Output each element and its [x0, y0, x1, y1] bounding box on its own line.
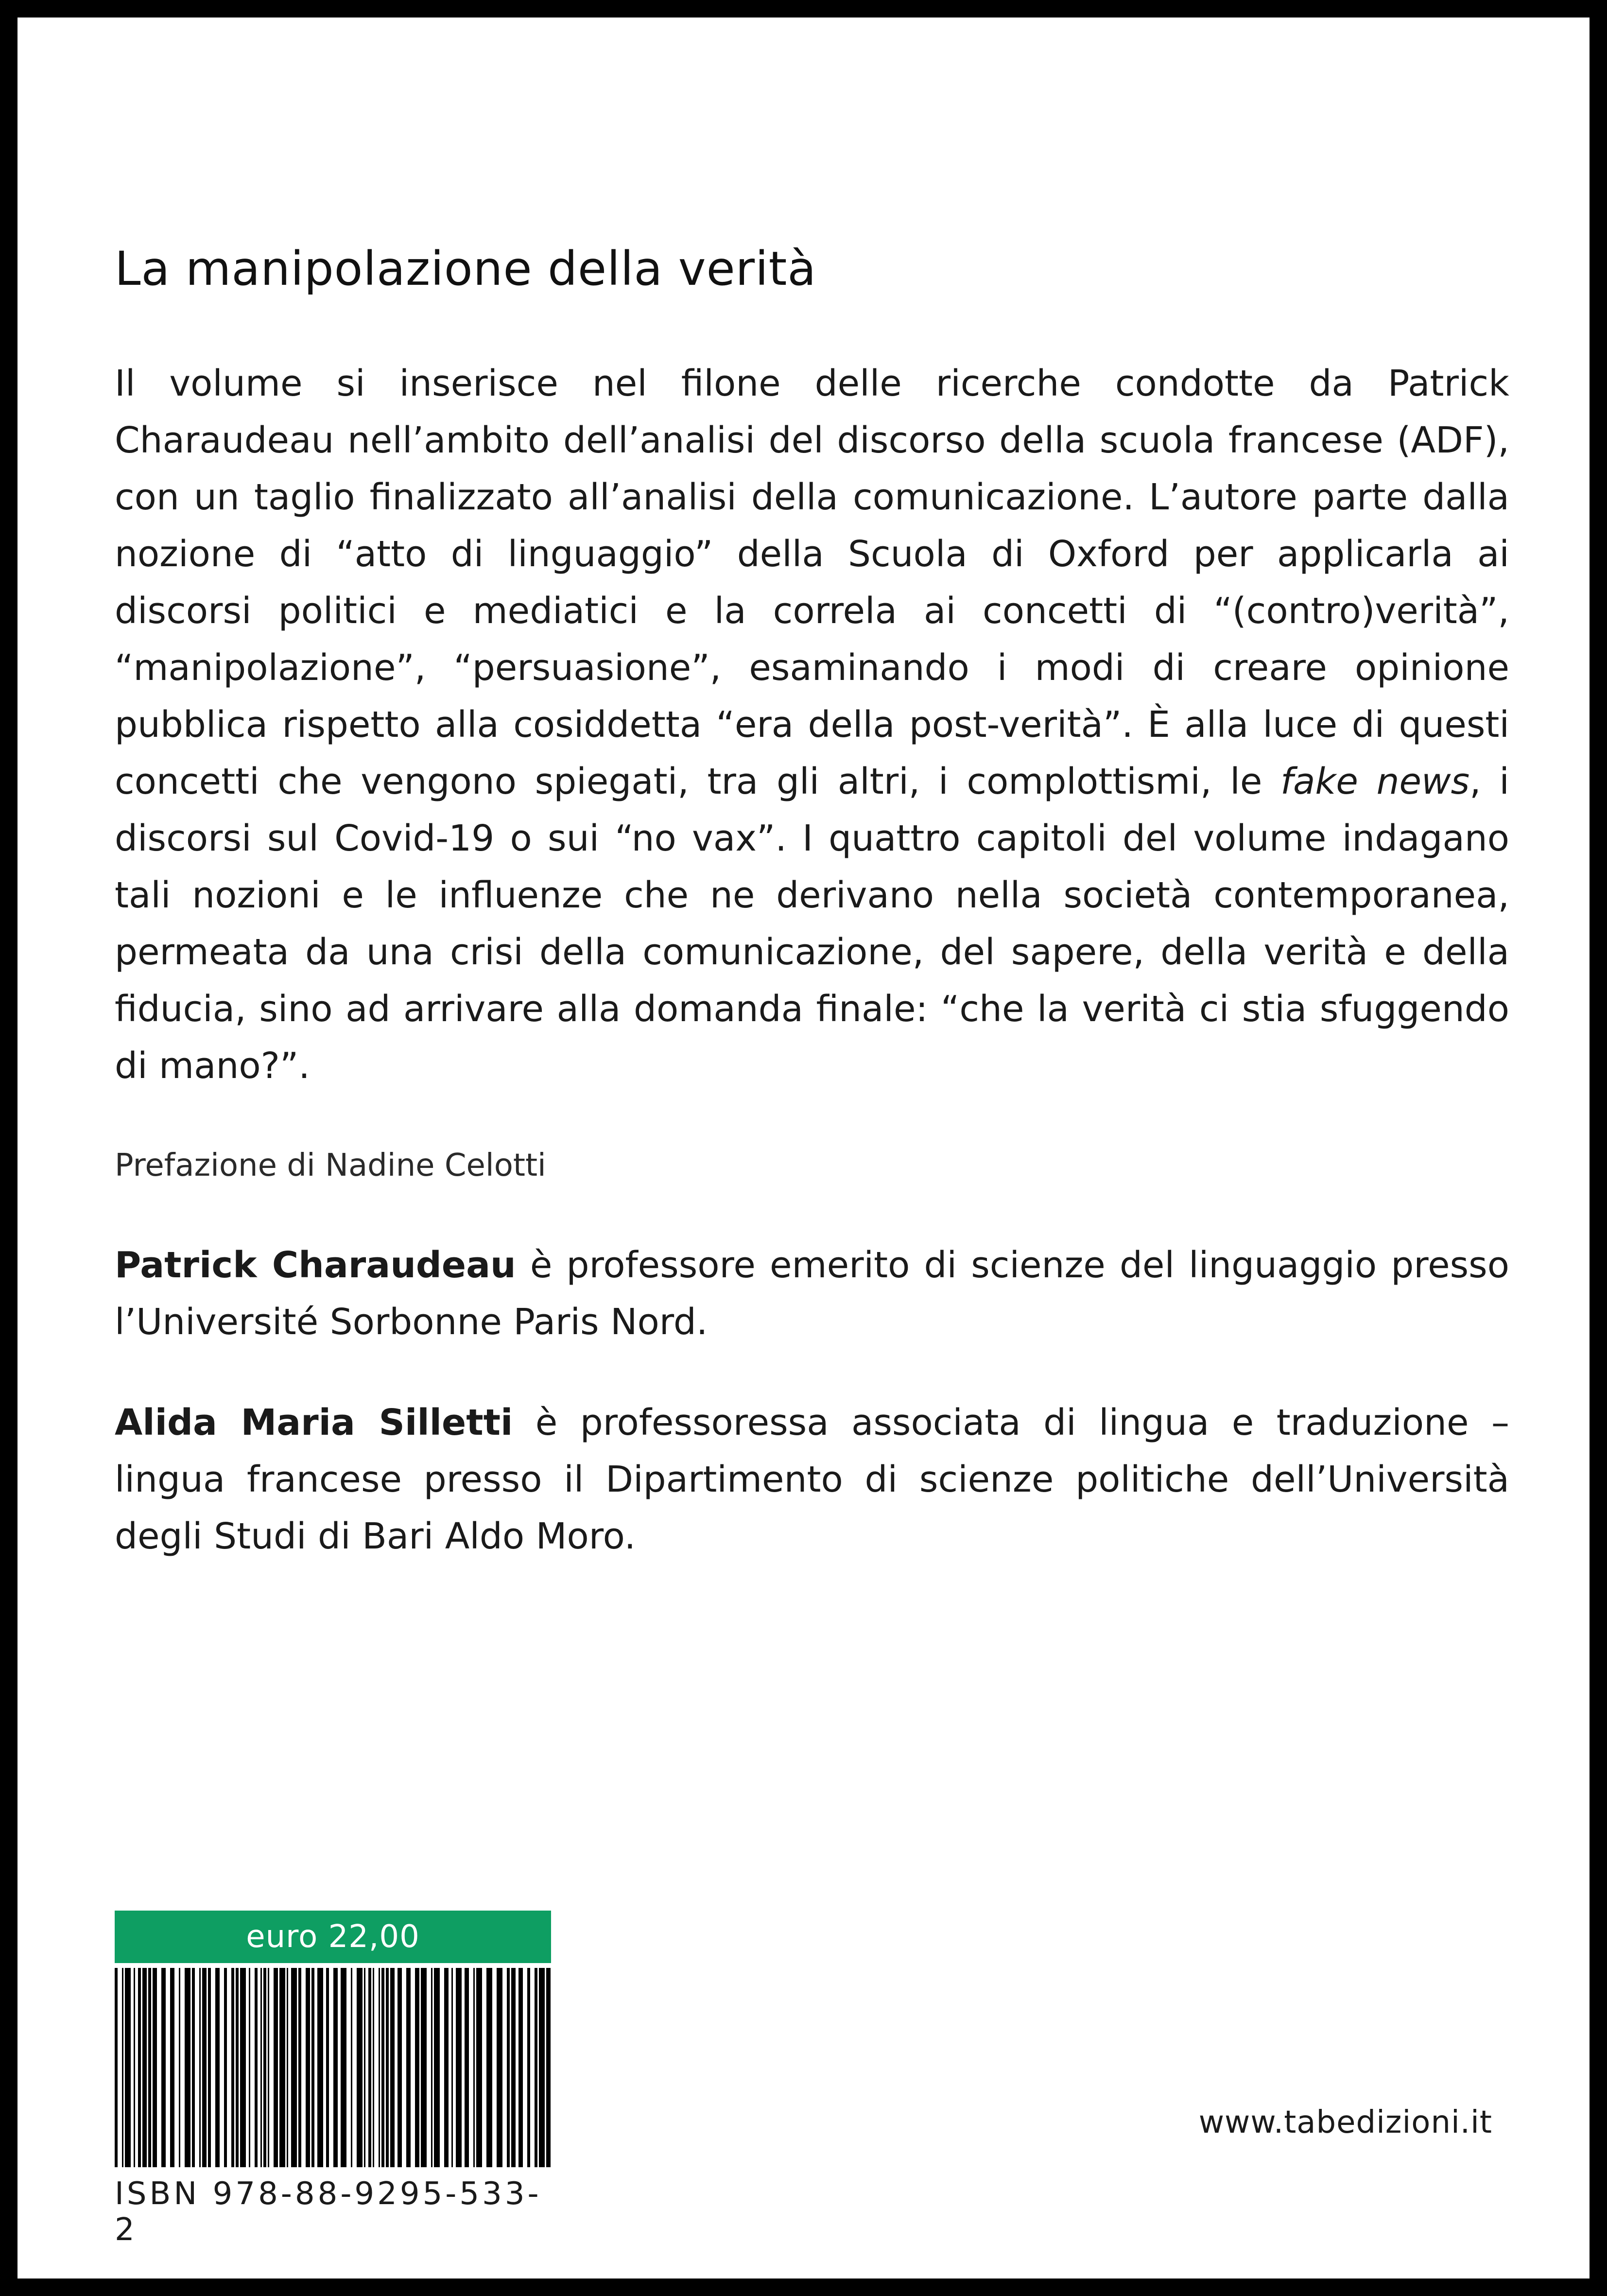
- book-title: La manipolazione della verità: [115, 242, 817, 296]
- description-part-1: Il volume si inserisce nel filone delle ricerche condotte da Patrick Charaudeau nell’ambito dell’analisi del discorso della scuola francese (ADF), con un taglio finalizzato all’analisi della comunicazione. L’autore parte dalla nozione di “atto di linguaggio” della Scuola di Oxford per applicarla ai discorsi politici e mediatici e la correla ai concetti di “(contro)verità”, “manipolazione”, “persuasione”, esaminando i modi di creare opinione pubblica rispetto alla cosiddetta “era della post-verità”. È alla luce di questi concetti che vengono spiegati, tra gli altri, i complottismi, le: [115, 363, 1509, 803]
- author-bio-2: [115, 1394, 1509, 1565]
- author-bio-1: [115, 1237, 1509, 1351]
- barcode-image: [115, 1968, 551, 2167]
- preface-credit: Prefazione di Nadine Celotti: [115, 1148, 546, 1184]
- description: [115, 355, 1509, 1095]
- author-bio-text-2: è professoressa associata di lingua e traduzione – lingua francese presso il Dipartimento di scienze politiche dell’Università degli Studi di Bari Aldo Moro.: [115, 1402, 1509, 1558]
- isbn-number: ISBN 978-88-9295-533-2: [115, 2176, 542, 2248]
- author-name-2: Alida Maria Silletti: [115, 1402, 513, 1444]
- description-part-2: , i discorsi sul Covid-19 o sui “no vax”. I quattro capitoli del volume indagano tali nozioni e le influenze che ne derivano nella società contemporanea, permeata da una crisi della comunicazione, del sapere, della verità e della fiducia, sino ad arrivare alla domanda finale: “che la verità ci stia sfuggendo di mano?”.: [115, 761, 1509, 1087]
- author-bio-text-1: è professore emerito di scienze del linguaggio presso l’Université Sorbonne Paris Nord.: [115, 1244, 1509, 1343]
- content: [115, 241, 1509, 1565]
- description-italic: fake news: [1280, 761, 1470, 803]
- barcode-block: [115, 1911, 551, 2248]
- price-label: euro 22,00: [115, 1911, 551, 1963]
- publisher-website: www.tabedizioni.it: [1198, 2105, 1492, 2140]
- back-cover: [17, 17, 1590, 2279]
- author-name-1: Patrick Charaudeau: [115, 1244, 516, 1287]
